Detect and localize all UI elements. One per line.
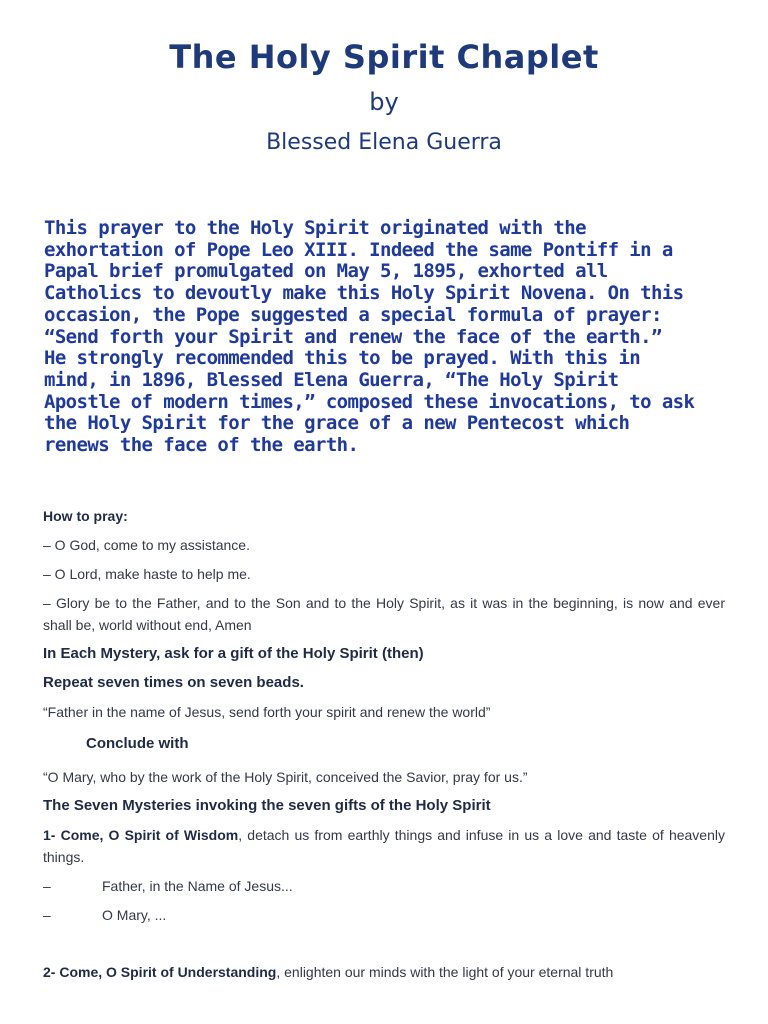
intro-line: Apostle of modern times,” composed these invocations, to ask	[44, 390, 695, 413]
intro-line: Catholics to devoutly make this Holy Spirit Novena. On this	[44, 282, 684, 305]
author-name: Blessed Elena Guerra	[266, 130, 502, 155]
opening-response: – O Lord, make haste to help me.	[43, 566, 251, 582]
intro-line: This prayer to the Holy Spirit originated with the	[44, 217, 586, 239]
conclude-heading: Conclude with	[86, 735, 189, 752]
conclude-prayer: “O Mary, who by the work of the Holy Spirit, conceived the Savior, pray for us.”	[43, 769, 528, 785]
intro-line: “Send forth your Spirit and renew the face of the earth.”	[44, 325, 662, 348]
intro-paragraph	[44, 218, 734, 457]
mystery-instruction: In Each Mystery, ask for a gift of the Holy Spirit (then)	[43, 645, 424, 662]
repeat-instruction: Repeat seven times on seven beads.	[43, 674, 304, 691]
bead-prayer: “Father in the name of Jesus, send forth your spirit and renew the world”	[43, 704, 491, 720]
opening-versicle: – O God, come to my assistance.	[43, 537, 250, 553]
mystery-1-father-prayer: Father, in the Name of Jesus...	[102, 878, 293, 894]
intro-line: the Holy Spirit for the grace of a new Pentecost which	[44, 412, 630, 435]
mystery-1-title: 1- Come, O Spirit of Wisdom	[43, 827, 239, 843]
intro-line: renews the face of the earth.	[44, 434, 359, 457]
byline: by	[369, 88, 399, 116]
document-title: The Holy Spirit Chaplet	[169, 38, 599, 76]
intro-line: mind, in 1896, Blessed Elena Guerra, “The Holy Spirit	[44, 368, 619, 391]
mystery-1-mary-prayer: O Mary, ...	[102, 907, 167, 923]
mystery-2-text: , enlighten our minds with the light of your eternal truth	[276, 964, 614, 980]
mystery-2-title: 2- Come, O Spirit of Understanding	[43, 964, 277, 980]
mystery-1-dash-1: –	[43, 878, 51, 894]
mystery-1-text: , detach us from earthly things and infuse in us a love and taste of heavenly things.	[43, 827, 725, 865]
intro-line: He strongly recommended this to be prayed. With this in	[44, 347, 641, 370]
how-to-pray-heading: How to pray:	[43, 508, 128, 524]
intro-line: Papal brief promulgated on May 5, 1895, exhorted all	[44, 260, 608, 283]
mysteries-heading: The Seven Mysteries invoking the seven gifts of the Holy Spirit	[43, 797, 491, 814]
mystery-2	[43, 961, 725, 983]
intro-line: exhortation of Pope Leo XIII. Indeed the same Pontiff in a	[44, 238, 673, 261]
mystery-1-dash-2: –	[43, 907, 51, 923]
mystery-1	[43, 824, 725, 868]
glory-be-prayer: – Glory be to the Father, and to the Son and to the Holy Spirit, as it was in the beginning, is now and ever shall be, world without end, Amen	[43, 595, 725, 633]
intro-line: occasion, the Pope suggested a special formula of prayer:	[44, 303, 662, 326]
